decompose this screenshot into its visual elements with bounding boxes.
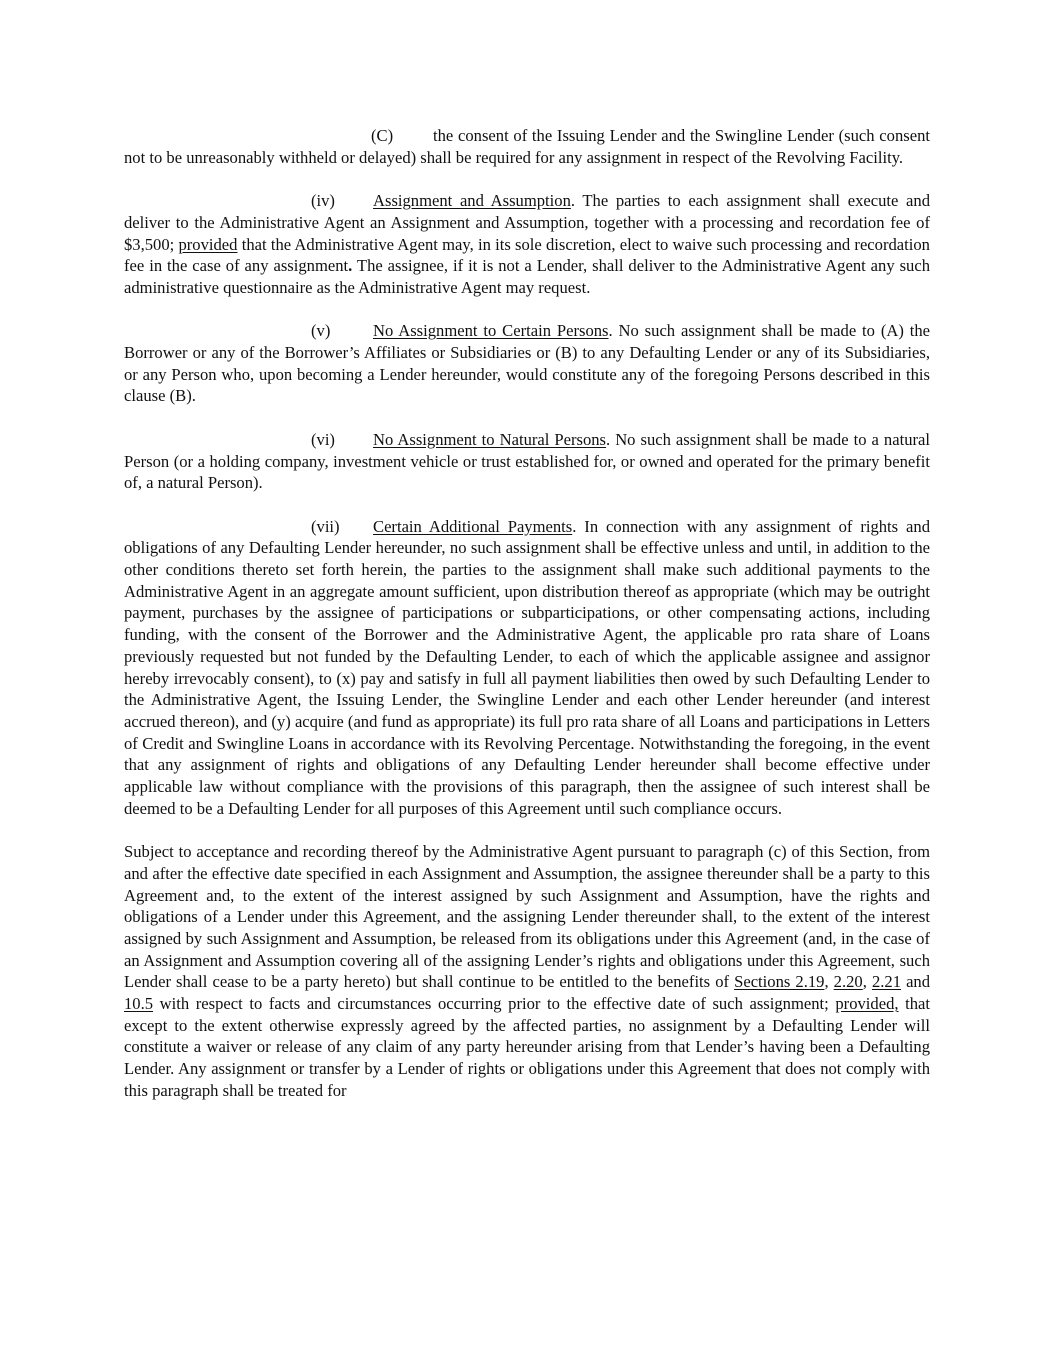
paragraph-text: . In connection with any assignment of rights and obligations of any Defaulting Lender hereunder, no such assignment shall be effective unless and until, in addition to the other conditions thereto set forth herein, the parties to the assignment shall make such additional payments to the Administrative Agent in an aggregate amount sufficient, upon distribution thereof as appropriate (which may be outright payment, purchases by the assignee of participations or subparticipations, or other compensating actions, including funding, with the consent of the Borrower and the Administrative Agent, the applicable pro rata share of Loans previously requested but not funded by the Defaulting Lender, to each of which the applicable assignee and assignor hereby irrevocably consent), to (x) pay and satisfy in full all payment liabilities then owed by such Defaulting Lender to the Administrative Agent, the Issuing Lender, the Swingline Lender and each other Lender hereunder (and interest accrued thereon), and (y) acquire (and fund as appropriate) its full pro rata share of all Loans and participations in Letters of Credit and Swingline Loans in accordance with its Revolving Percentage. Notwithstanding the foregoing, in the event that any assignment of rights and obligations of any Defaulting Lender hereunder shall become effective under applicable law without compliance with the provisions of this paragraph, then the assignee of such interest shall be deemed to be a Defaulting Lender for all purposes of this Agreement until such compliance occurs.: [124, 516, 930, 818]
clause-heading: No Assignment to Certain Persons: [373, 321, 609, 341]
paragraph-text: that the Administrative Agent may, in its sole discretion, elect to waive such processing and recordation fee in the case of any assignment: [124, 234, 930, 276]
paragraph-text: The assignee, if it is not a Lender, shall deliver to the Administrative Agent any such administrative questionnaire as the Administrative Agent may request.: [124, 256, 930, 297]
clause-heading: No Assignment to Natural Persons: [373, 429, 607, 449]
section-reference: 2.21: [871, 972, 901, 992]
paragraph-c: [124, 125, 930, 168]
separator: and: [901, 972, 931, 992]
paragraph-iv: [124, 190, 930, 299]
provided-term: provided,: [835, 994, 899, 1014]
paragraph-text: . No such assignment shall be made to a natural Person (or a holding company, investment vehicle or trust established for, or owned and operated for the primary benefit of, a natural Person).: [124, 429, 930, 493]
paragraph-text: with respect to facts and circumstances occurring prior to the effective date of such assignment;: [153, 994, 836, 1014]
clause-heading: Assignment and Assumption: [373, 191, 571, 211]
bold-period: .: [348, 256, 353, 276]
document-page: [124, 125, 930, 1102]
clause-number: (v): [311, 321, 331, 341]
separator: ,: [824, 972, 834, 992]
section-reference: 2.20: [833, 972, 863, 992]
clause-number: (vii): [311, 516, 340, 536]
paragraph-vii: [124, 516, 930, 820]
section-reference: Sections 2.19: [734, 972, 825, 992]
paragraph-final: [124, 841, 930, 1101]
paragraph-text: the consent of the Issuing Lender and the Swingline Lender (such consent not to be unreasonably withheld or delayed) shall be required for any assignment in respect of the Revolving Facility.: [124, 126, 930, 167]
section-reference: 10.5: [124, 994, 154, 1014]
paragraph-v: [124, 320, 930, 407]
paragraph-text: that except to the extent otherwise expressly agreed by the affected parties, no assignment by a Defaulting Lender will constitute a waiver or release of any claim of any party hereunder arising from that Lender’s having been a Defaulting Lender. Any assignment or transfer by a Lender of rights or obligations under this Agreement that does not comply with this paragraph shall be treated for: [124, 994, 931, 1100]
clause-number: (iv): [311, 191, 335, 211]
paragraph-vi: [124, 429, 930, 494]
provided-term: provided: [178, 234, 238, 254]
clause-number: (vi): [311, 429, 335, 449]
paragraph-text: Subject to acceptance and recording thereof by the Administrative Agent pursuant to paragraph (c) of this Section, from and after the effective date specified in each Assignment and Assumption, the assignee thereunder shall be a party to this Agreement and, to the extent of the interest assigned by such Assignment and Assumption, have the rights and obligations of a Lender under this Agreement, and the assigning Lender thereunder shall, to the extent of the interest assigned by such Assignment and Assumption, be released from its obligations under this Agreement (and, in the case of an Assignment and Assumption covering all of the assigning Lender’s rights and obligations under this Agreement, such Lender shall cease to be a party hereto) but shall continue to be entitled to the benefits of: [124, 842, 930, 992]
separator: ,: [862, 972, 872, 992]
clause-number: (C): [371, 126, 394, 145]
paragraph-text: . No such assignment shall be made to (A) the Borrower or any of the Borrower’s Affiliates or Subsidiaries or (B) to any Defaulting Lender or any of its Subsidiaries, or any Person who, upon becoming a Lender hereunder, would constitute any of the foregoing Persons described in this clause (B).: [124, 321, 931, 406]
clause-heading: Certain Additional Payments: [373, 516, 573, 536]
paragraph-text: . The parties to each assignment shall execute and deliver to the Administrative Agent an Assignment and Assumption, together with a processing and recordation fee of $3,500;: [124, 191, 930, 254]
